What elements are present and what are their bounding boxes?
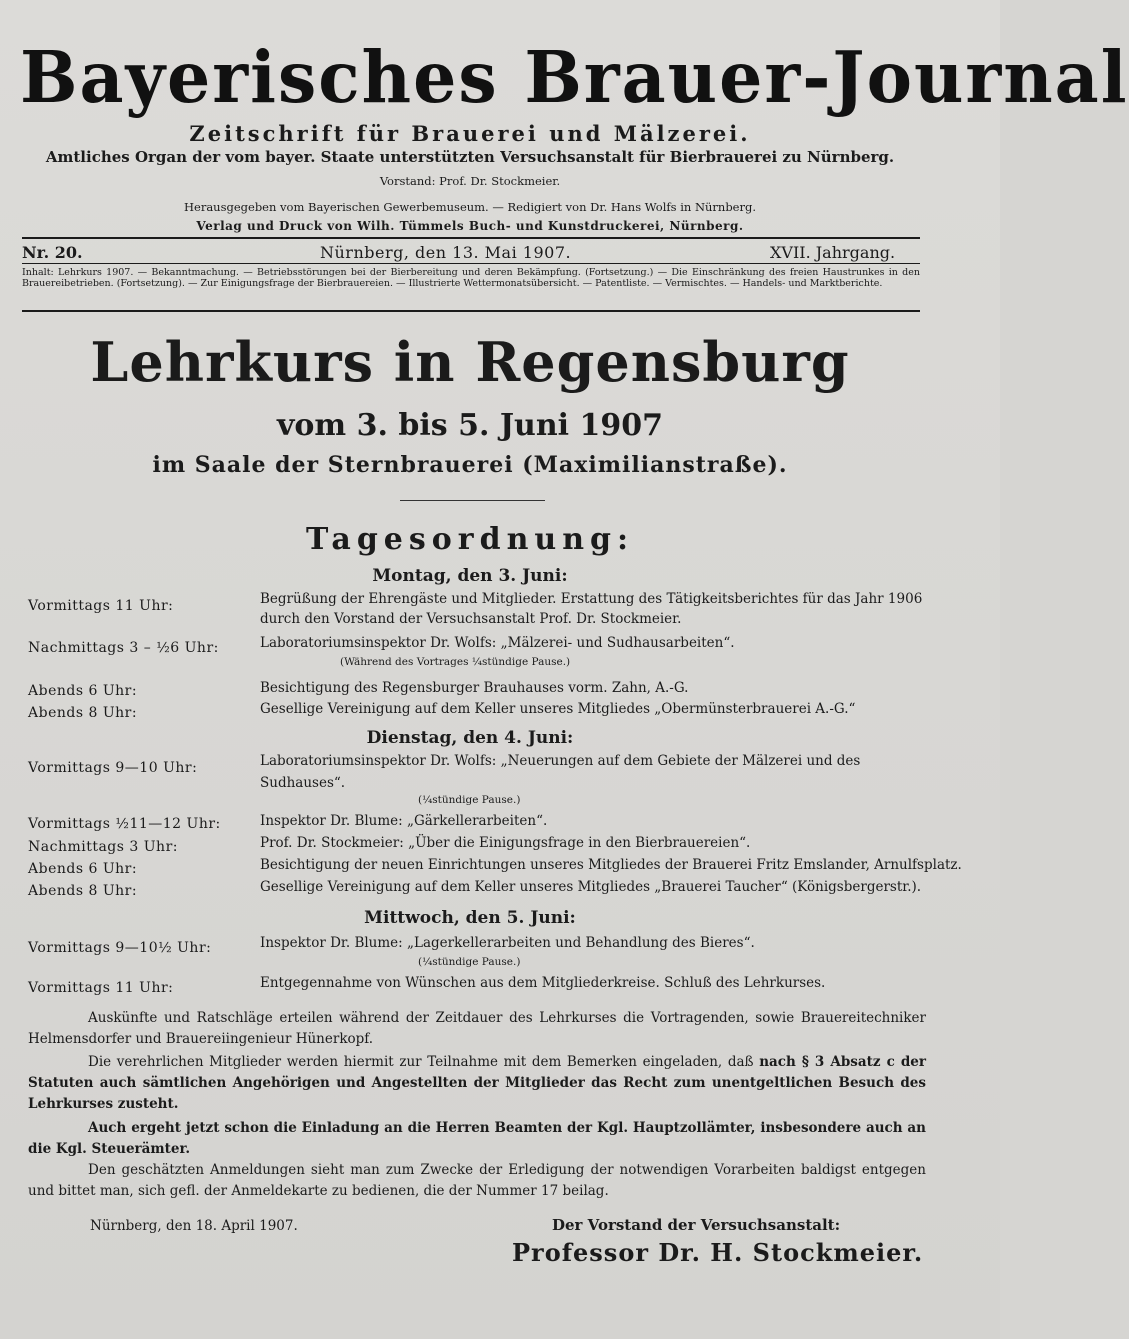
agenda-time: Vormittags 11 Uhr: — [28, 598, 174, 614]
agenda-title: Tagesordnung: — [305, 522, 635, 557]
announcement-headline: Lehrkurs in Regensburg — [90, 330, 850, 394]
agenda-description: Gesellige Vereinigung auf dem Keller unseres Mitgliedes „Brauerei Taucher“ (Königsbergerstr.). — [260, 879, 922, 895]
agenda-description: Inspektor Dr. Blume: „Lagerkellerarbeiten und Behandlung des Bieres“. — [260, 935, 755, 951]
agenda-time: Nachmittags 3 – ½6 Uhr: — [28, 640, 219, 656]
day-heading-wednesday: Mittwoch, den 5. Juni: — [364, 908, 576, 928]
agenda-description: Laboratoriumsinspektor Dr. Wolfs: „Neuerungen auf dem Gebiete der Mälzerei und des — [260, 753, 861, 769]
section-divider — [400, 500, 545, 501]
officials-invitation-paragraph: Auch ergeht jetzt schon die Einladung an die Herren Beamten der Kgl. Hauptzollämter, insbesondere auch an die Kgl. Steuerämter. — [28, 1120, 926, 1157]
agenda-description: Inspektor Dr. Blume: „Gärkellerarbeiten“. — [260, 813, 548, 829]
agenda-description: Entgegennahme von Wünschen aus dem Mitgliederkreise. Schluß des Lehrkurses. — [260, 975, 826, 991]
header-rule-middle — [22, 263, 920, 264]
signature-board: Der Vorstand der Versuchsanstalt: — [552, 1216, 841, 1234]
info-paragraph: Auskünfte und Ratschläge erteilen während der Zeitdauer des Lehrkurses die Vortragenden, sowie Brauereitechniker Helmensdorfer und Brauereiingenieur Hünerkopf. — [28, 1010, 926, 1047]
header-rule-bottom — [22, 310, 920, 312]
agenda-time: Abends 8 Uhr: — [28, 883, 138, 899]
day-heading-monday: Montag, den 3. Juni: — [372, 566, 568, 586]
board-line: Vorstand: Prof. Dr. Stockmeier. — [379, 174, 561, 188]
agenda-description: Besichtigung der neuen Einrichtungen unseres Mitgliedes der Brauerei Fritz Emslander, Arnulfsplatz. — [260, 857, 962, 873]
agenda-note: (¼stündige Pause.) — [418, 956, 521, 968]
agenda-time: Vormittags 11 Uhr: — [28, 980, 174, 996]
issue-number: Nr. 20. — [22, 243, 83, 262]
issue-volume: XVII. Jahrgang. — [770, 243, 896, 262]
table-of-contents: Inhalt: Lehrkurs 1907. — Bekanntmachung. — Betriebsstörungen bei der Bierbereitung und deren Bekämpfung. (Fortsetzung.) — Die Einschränkung des freien Haustrunkes in den Brauereibetrieben. (Fortsetzung). — Zur Einigungsfrage der Bierbrauereien. — Illustrierte Wettermonatsübersicht. — Patentliste. — Vermischtes. — Handels- und Marktberichte. — [22, 267, 920, 289]
agenda-description: Prof. Dr. Stockmeier: „Über die Einigungsfrage in den Bierbrauereien“. — [260, 835, 751, 851]
agenda-time: Nachmittags 3 Uhr: — [28, 839, 178, 855]
day-heading-tuesday: Dienstag, den 4. Juni: — [366, 728, 574, 748]
publisher-line: Herausgegeben vom Bayerischen Gewerbemuseum. — Redigiert von Dr. Hans Wolfs in Nürnberg. — [183, 200, 756, 214]
journal-subtitle: Zeitschrift für Brauerei und Mälzerei. — [189, 121, 751, 146]
agenda-description: Gesellige Vereinigung auf dem Keller unseres Mitgliedes „Obermünsterbrauerei A.-G.“ — [260, 701, 856, 717]
signature-place-date: Nürnberg, den 18. April 1907. — [90, 1218, 298, 1234]
agenda-time: Abends 6 Uhr: — [28, 861, 138, 877]
agenda-note: (Während des Vortrages ¼stündige Pause.) — [340, 656, 571, 668]
registration-paragraph: Den geschätzten Anmeldungen sieht man zum Zwecke der Erledigung der notwendigen Vorarbeiten baldigst entgegen und bittet man, sich gefl. der Anmeldekarte zu bedienen, die der Nummer 17 beilag. — [28, 1162, 926, 1199]
invitation-text: Die verehrlichen Mitglieder werden hiermit zur Teilnahme mit dem Bemerken eingeladen, daß — [88, 1054, 754, 1070]
signature-name: Professor Dr. H. Stockmeier. — [512, 1238, 924, 1267]
agenda-description: Begrüßung der Ehrengäste und Mitglieder. Erstattung des Tätigkeitsberichtes für das Jahr 1906 — [260, 591, 923, 607]
announcement-venue: im Saale der Sternbrauerei (Maximilianstraße). — [152, 452, 788, 478]
invitation-statute-text: nach § 3 Absatz c der Statuten auch sämtlichen Angehörigen und Angestellten der Mitglieder das Recht zum unentgeltlichen Besuch des Lehrkurses zusteht. — [28, 1054, 926, 1112]
agenda-time: Abends 8 Uhr: — [28, 705, 138, 721]
header-rule-top — [22, 237, 920, 239]
agenda-note: (¼stündige Pause.) — [418, 794, 521, 806]
agenda-description: Laboratoriumsinspektor Dr. Wolfs: „Mälzerei- und Sudhausarbeiten“. — [260, 635, 735, 651]
printer-line: Verlag und Druck von Wilh. Tümmels Buch- und Kunstdruckerei, Nürnberg. — [196, 219, 744, 233]
masthead-title: Bayerisches Brauer-Journal — [20, 36, 1129, 120]
agenda-time: Vormittags 9—10 Uhr: — [28, 760, 198, 776]
issue-date: Nürnberg, den 13. Mai 1907. — [320, 243, 572, 262]
invitation-paragraph — [28, 1052, 926, 1115]
announcement-dates: vom 3. bis 5. Juni 1907 — [276, 408, 663, 443]
agenda-description: Besichtigung des Regensburger Brauhauses vorm. Zahn, A.-G. — [260, 680, 689, 696]
agenda-description: Sudhauses“. — [260, 775, 346, 791]
agenda-time: Abends 6 Uhr: — [28, 683, 138, 699]
agenda-time: Vormittags ½11—12 Uhr: — [28, 816, 221, 832]
agenda-description: durch den Vorstand der Versuchsanstalt Prof. Dr. Stockmeier. — [260, 611, 682, 627]
agenda-time: Vormittags 9—10½ Uhr: — [28, 940, 212, 956]
official-organ-line: Amtliches Organ der vom bayer. Staate unterstützten Versuchsanstalt für Bierbrauerei zu Nürnberg. — [45, 148, 895, 166]
